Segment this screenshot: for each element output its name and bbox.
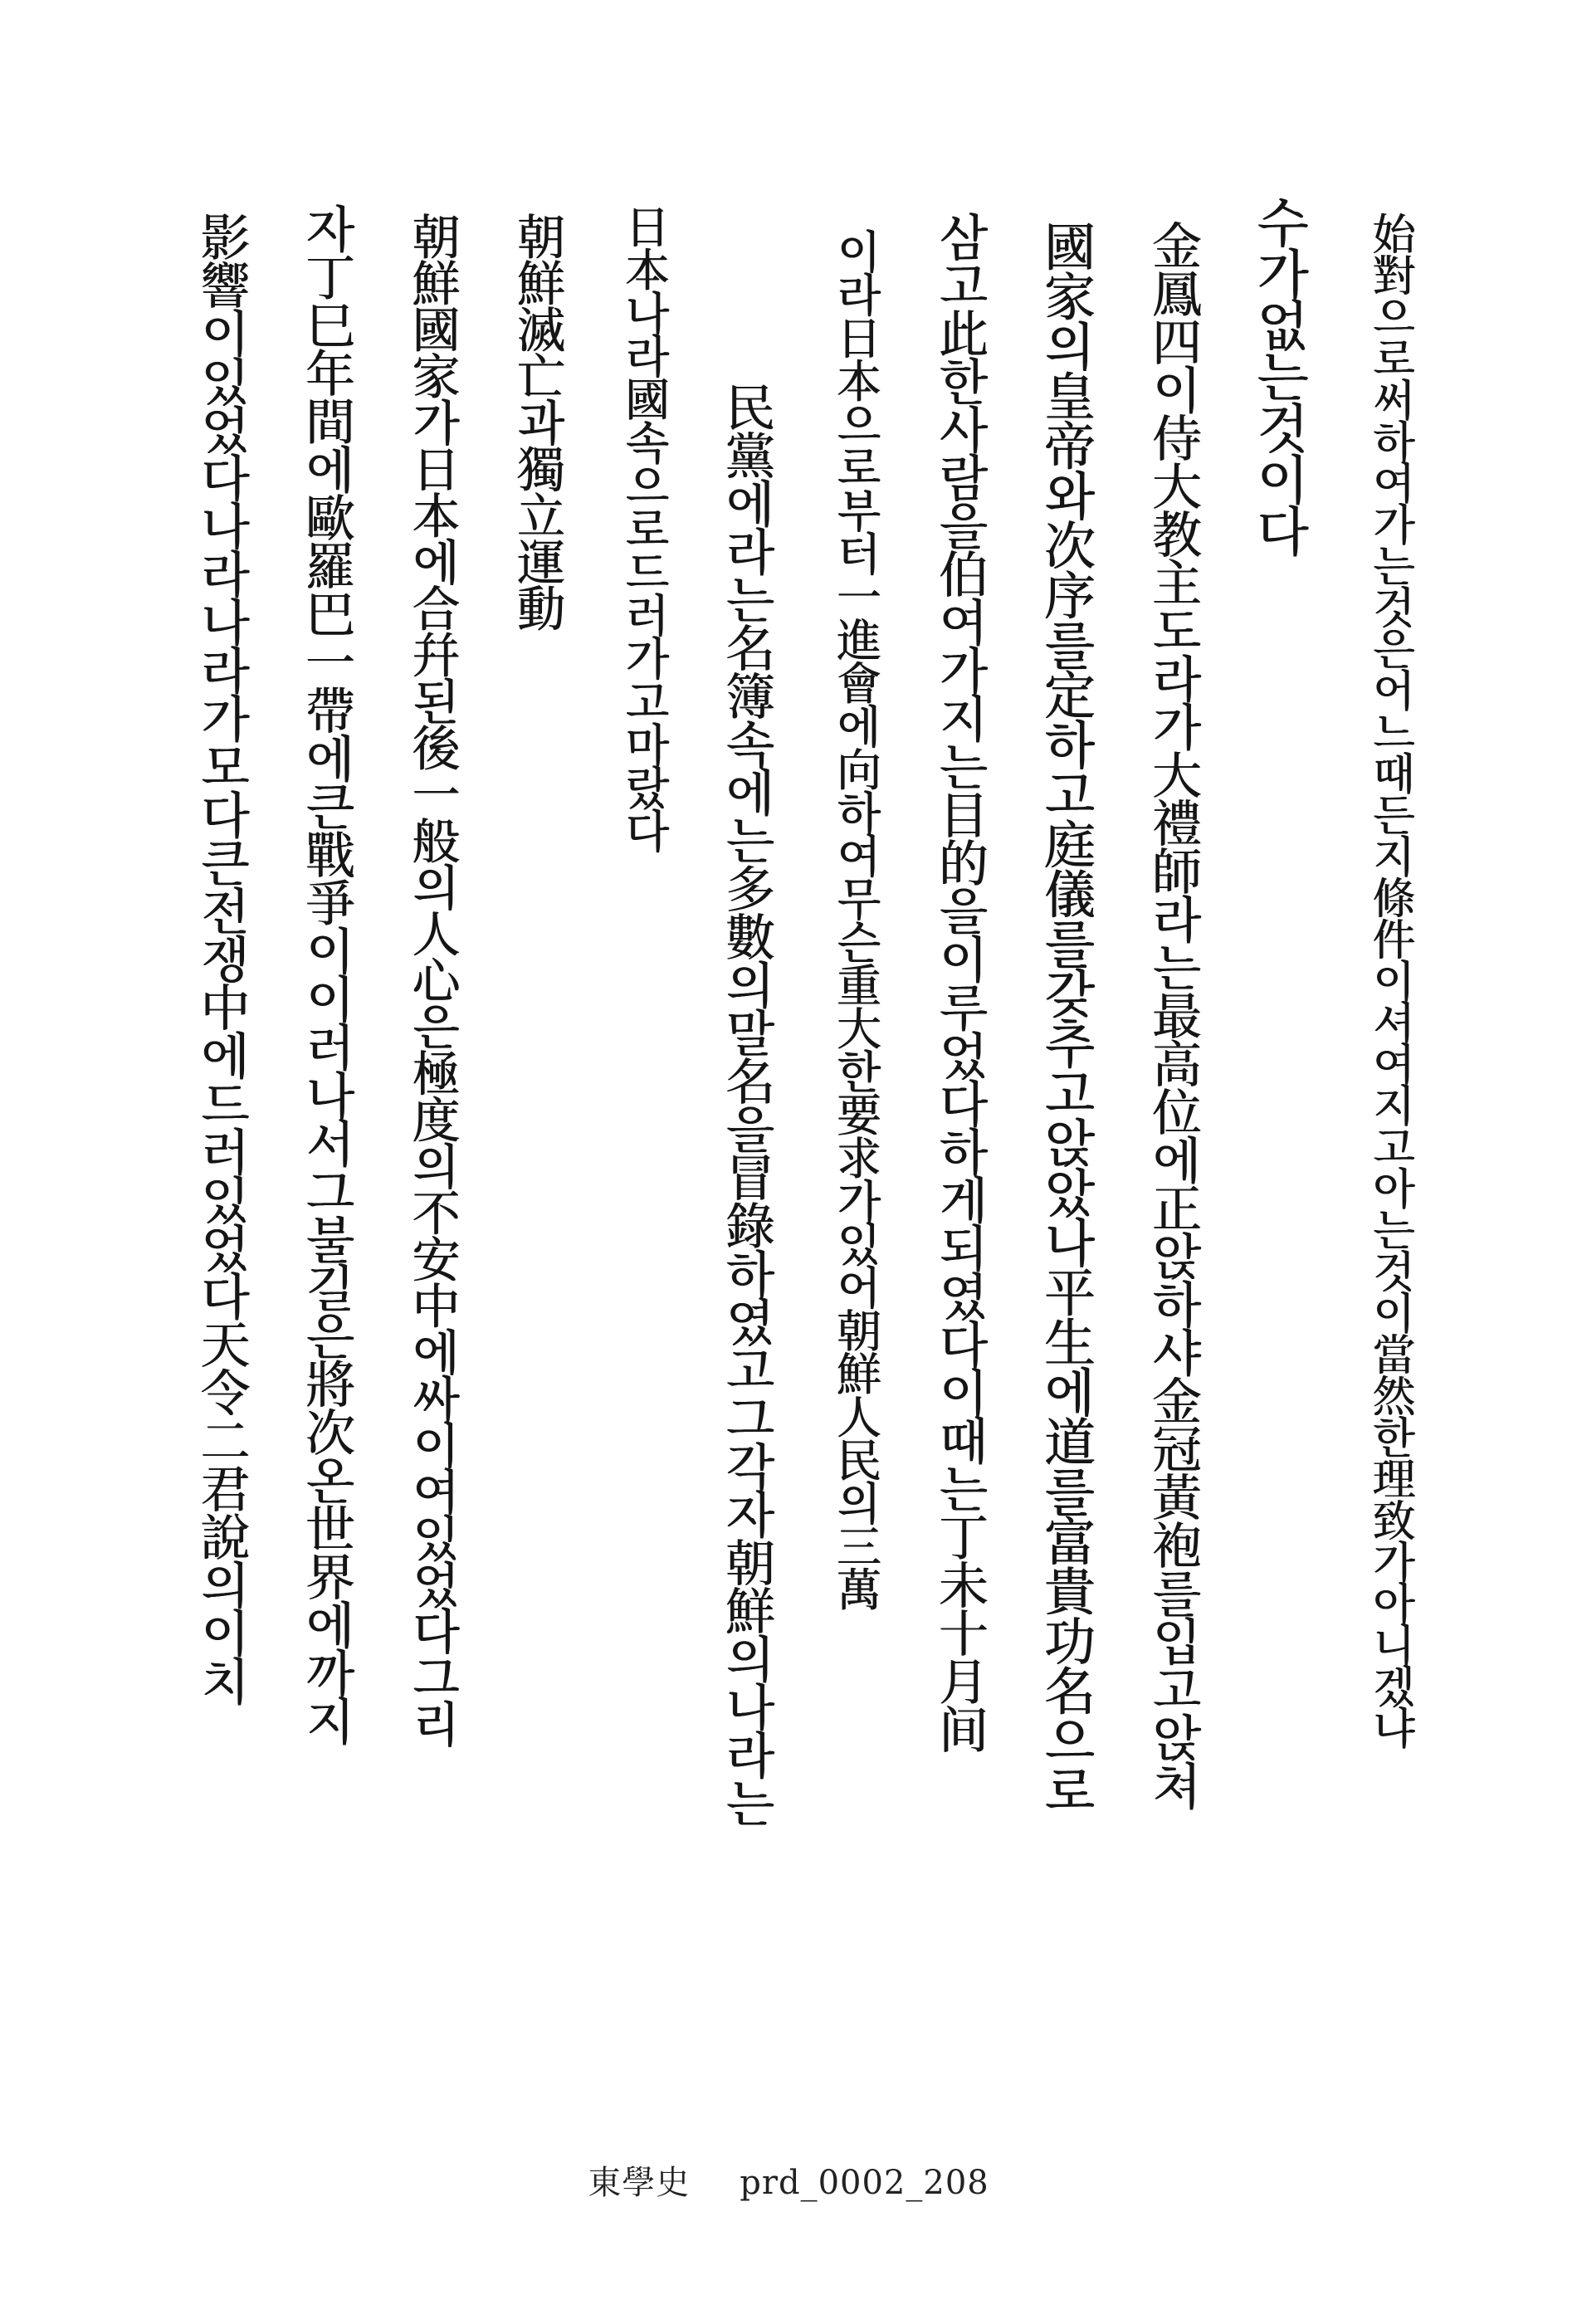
manuscript-column: 이라日本으로부터一進會에向하여무슨重大한要求가있어朝鮮人民의三萬 bbox=[829, 228, 882, 1609]
manuscript-column: 자丁巳年間에歐羅巴一帶에큰戰爭이이러나서그불길은將次온世界에까지 bbox=[297, 203, 355, 1744]
handwritten-manuscript bbox=[141, 178, 1414, 2054]
manuscript-column: 民黨에라는名簿속에는多數의말名을冒錄하였고그각자朝鮮의나라는 bbox=[717, 382, 775, 1826]
manuscript-column: 始對으로써하여가는것은어느때든지條件이셔여지고아는것이當然한理致가아니겠냐 bbox=[1365, 212, 1414, 1747]
manuscript-column: 朝鮮滅亡과獨立運動 bbox=[509, 212, 565, 630]
page-code: prd_0002_208 bbox=[740, 2164, 989, 2202]
manuscript-column: 日本나라國속으로드러가고마랐다 bbox=[618, 203, 671, 851]
manuscript-column: 國家의皇帝와次序를定하고庭儀를갖추고앉았나平生에道를富貴功名으로 bbox=[1035, 220, 1096, 1814]
manuscript-column: 삼고此한사람을伯여가지는目的을이루었다하게되였다이때는丁未十月间 bbox=[930, 212, 989, 1752]
page-footer bbox=[0, 2158, 1577, 2208]
manuscript-column: 수가없는것이다 bbox=[1247, 195, 1309, 555]
manuscript-column: 影響이있었다나라나라가모다큰전쟁中에드러있었다天令二君說의이치 bbox=[192, 212, 251, 1704]
manuscript-column: 金鳳四이侍大教主도라가大禮師라는最高位에正앉하샤金冠黃袍를입고앉쳐 bbox=[1144, 220, 1202, 1809]
manuscript-column: 朝鮮國家가日本에合幷된後一般의人心은極度의不安中에싸이여있었다그리 bbox=[403, 212, 461, 1745]
book-title: 東學史 bbox=[588, 2164, 691, 2202]
